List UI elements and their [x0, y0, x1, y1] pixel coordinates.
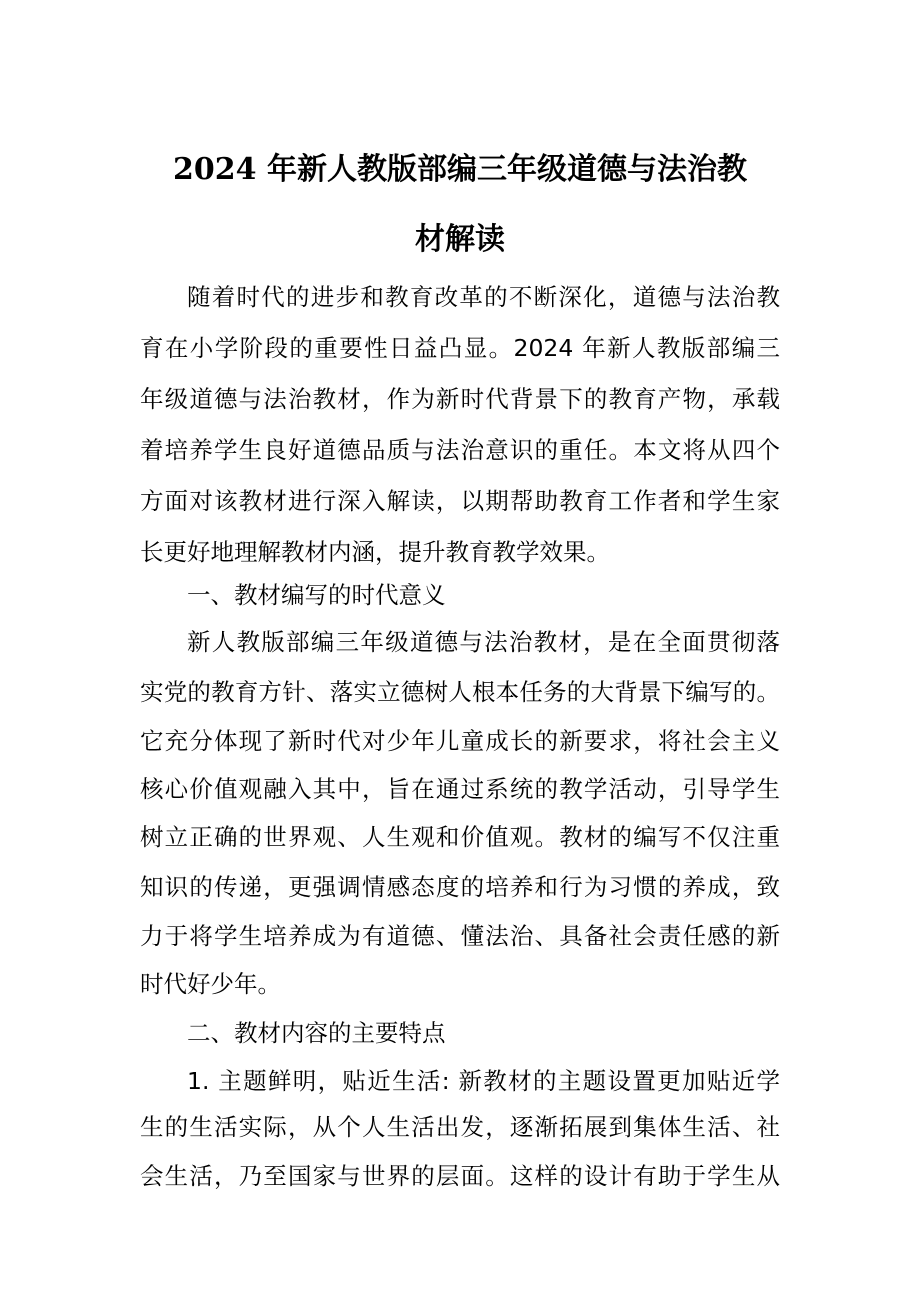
- paragraph-line: 会生活，乃至国家与世界的层面。这样的设计有助于学生从: [140, 1162, 780, 1190]
- paragraph-line: 时代好少年。: [140, 970, 281, 998]
- paragraph-line: 力于将学生培养成为有道德、懂法治、具备社会责任感的新: [140, 922, 780, 950]
- section-heading: 二、教材内容的主要特点: [187, 1019, 446, 1047]
- section-heading: 一、教材编写的时代意义: [187, 581, 446, 609]
- paragraph-line: 它充分体现了新时代对少年儿童成长的新要求，将社会主义: [140, 727, 780, 755]
- paragraph-line: 树立正确的世界观、人生观和价值观。教材的编写不仅注重: [140, 823, 780, 851]
- paragraph-line: 方面对该教材进行深入解读，以期帮助教育工作者和学生家: [140, 487, 780, 515]
- paragraph-line: 长更好地理解教材内涵，提升教育教学效果。: [140, 538, 610, 566]
- paragraph-line: 年级道德与法治教材，作为新时代背景下的教育产物，承载: [140, 385, 780, 413]
- paragraph-line: 核心价值观融入其中，旨在通过系统的教学活动，引导学生: [140, 775, 780, 803]
- paragraph-line: 着培养学生良好道德品质与法治意识的重任。本文将从四个: [140, 436, 780, 464]
- paragraph-line: 知识的传递，更强调情感态度的培养和行为习惯的养成，致: [140, 873, 780, 901]
- paragraph-line: 实党的教育方针、落实立德树人根本任务的大背景下编写的。: [140, 678, 780, 706]
- paragraph-line: 生的生活实际，从个人生活出发，逐渐拓展到集体生活、社: [140, 1113, 780, 1141]
- paragraph-line: 1. 主题鲜明，贴近生活: 新教材的主题设置更加贴近学: [187, 1067, 780, 1095]
- paragraph-line: 新人教版部编三年级道德与法治教材，是在全面贯彻落: [187, 628, 780, 656]
- paragraph-line: 随着时代的进步和教育改革的不断深化，道德与法治教: [187, 283, 780, 311]
- document-title-line-2: 材解读: [415, 222, 505, 257]
- paragraph-line: 育在小学阶段的重要性日益凸显。2024 年新人教版部编三: [140, 334, 780, 362]
- document-title-line-1: 2024 年新人教版部编三年级道德与法治教: [173, 152, 747, 187]
